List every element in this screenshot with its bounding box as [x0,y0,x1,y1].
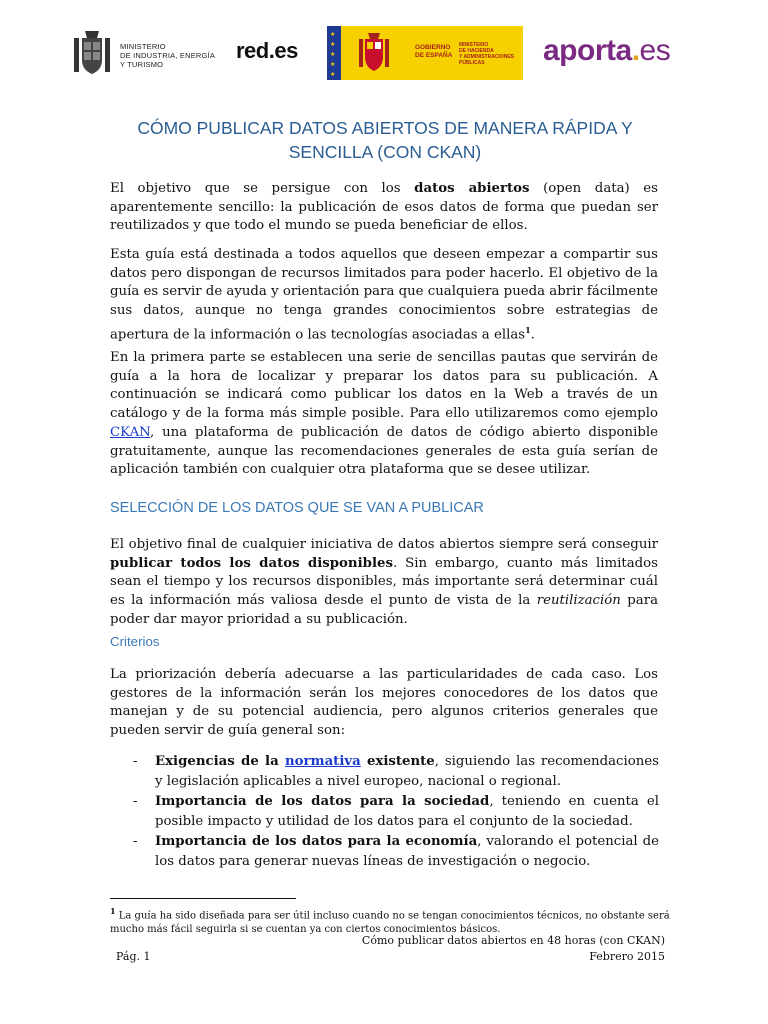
ckan-link[interactable]: CKAN [110,424,150,440]
gobierno-logo [327,26,523,80]
spain-shield-icon [357,31,391,75]
footnote [110,904,670,937]
p1-bold: datos abiertos [414,181,530,196]
list-item [133,752,659,791]
p4-italic: reutilización [536,593,621,609]
aporta-dot: . [631,34,640,67]
p4-text-c: . Sin embargo, cuanto más limitados sean el tiempo y los recursos disponibles, más importante será determinar cuál es la información más valiosa desde el punto de vista de la [110,555,659,609]
subsection-heading: Criterios [110,634,160,649]
aporta-tld: es [639,34,671,67]
p4-text-a: El objetivo final de cualquier iniciativa de datos abiertos siempre será conseguir [110,537,658,552]
list-item-text: , valorando el potencial de los datos para generar nuevas líneas de investigación o negocio. [155,834,659,869]
ministerio-line-2: DE INDUSTRIA, ENERGÍA [120,51,216,60]
hacienda-line-3: Y ADMINISTRACIONES PÚBLICAS [459,54,515,66]
list-dash: - [133,754,138,769]
p3-text-b: , una plataforma de publicación de datos de código abierto disponible gratuitamente, aunque las recomendaciones generales de esta guía serían de aplicación también con cualquier otra plataforma que se desee utilizar. [110,424,658,478]
page-number: Pág. 1 [116,950,151,963]
list-item-text: , teniendo en cuenta el posible impacto y utilidad de los datos para el conjunto de la sociedad. [155,794,660,829]
list-item-bold: Importancia de los datos para la sociedad [155,794,490,809]
p1-text-c: (open data) es aparentemente sencillo: la publicación de esos datos de forma que puedan ser reutilizados y que todo el mundo se pueda beneficiar de ellos. [110,181,658,234]
criteria-list [133,752,659,872]
redes-logo: red.es [236,38,298,63]
paragraph-prioritization: La priorización debería adecuarse a las particularidades de cada caso. Los gestores de la información serán los mejores conocedores de los datos que manejan y de su potencial audiencia, pero algunos criterios generales que pueden servir de guía general son: [110,667,658,739]
paragraph-objective [110,536,658,630]
footnote-number: 1 [110,906,116,916]
spain-coat-of-arms-icon [70,28,114,80]
gobierno-line-1: GOBIERNO [415,44,451,51]
p2-text-b: . [530,327,535,343]
p1-text-a: El objetivo que se persigue con los [110,181,415,196]
list-item [133,832,659,871]
gobierno-line-2: DE ESPAÑA [415,52,453,59]
normativa-link[interactable]: normativa [284,754,361,769]
section-heading: SELECCIÓN DE LOS DATOS QUE SE VAN A PUBLICAR [110,500,484,516]
paragraph-intro [110,180,658,236]
list-item-bold-2: existente [360,754,435,769]
document-title [110,116,660,164]
ministerio-line-1: MINISTERIO [120,42,166,51]
paragraph-guide-purpose [110,246,658,345]
list-item-bold: Exigencias de la [155,754,285,769]
title-line-1: CÓMO PUBLICAR DATOS ABIERTOS DE MANERA RÁPIDA Y [137,118,633,138]
eu-flag-icon: ★ ★ ★ ★ ★ [327,26,341,80]
p2-text-a: Esta guía está destinada a todos aquellos que deseen empezar a compartir sus datos pero dispongan de recursos limitados para poder hacerlo. El objetivo de la guía es servir de ayuda y orientación para que cualquiera pueda abrir fácilmente sus datos, aunque no tenga grandes conocimientos sobre estrategias de apertura de la información o las tecnologías asociadas a ellas [110,247,658,343]
aporta-name: aporta [543,34,632,67]
title-line-2: SENCILLA (CON CKAN) [288,142,482,162]
footnote-ref[interactable]: 1 [525,324,531,335]
paragraph-structure [110,349,658,480]
hacienda-line-2: DE HACIENDA [459,48,494,54]
footnote-divider [110,898,296,899]
p3-text-a: En la primera parte se establecen una serie de sencillas pautas que servirán de guía a la hora de localizar y preparar los datos para su publicación. A continuación se indicará como publicar los datos en la Web a través de un catálogo y de la forma más simple posible. Para ello utilizaremos como ejemplo [110,350,658,422]
footer-date: Febrero 2015 [589,950,665,963]
hacienda-line-1: MINISTERIO [459,42,489,48]
footer-doc-title: Cómo publicar datos abiertos en 48 horas (con CKAN) [361,934,665,947]
footnote-text: La guía ha sido diseñada para ser útil incluso cuando no se tengan conocimientos técnicos, no obstante será mucho más fácil seguirla si se cuentan ya con ciertos conocimientos básicos. [110,910,670,936]
ministerio-line-3: Y TURISMO [120,60,164,69]
list-item [133,792,659,831]
list-item-text: , siguiendo las recomendaciones y legislación aplicables a nivel europeo, nacional o regional. [155,754,659,789]
aporta-logo [543,34,670,68]
list-dash: - [133,834,138,849]
list-dash: - [133,794,138,809]
p4-bold: publicar todos los datos disponibles [110,555,393,571]
list-item-bold: Importancia de los datos para la economía [155,834,478,849]
ministerio-logo [70,28,230,80]
p4-text-e: para poder dar mayor prioridad a su publicación. [110,593,659,627]
